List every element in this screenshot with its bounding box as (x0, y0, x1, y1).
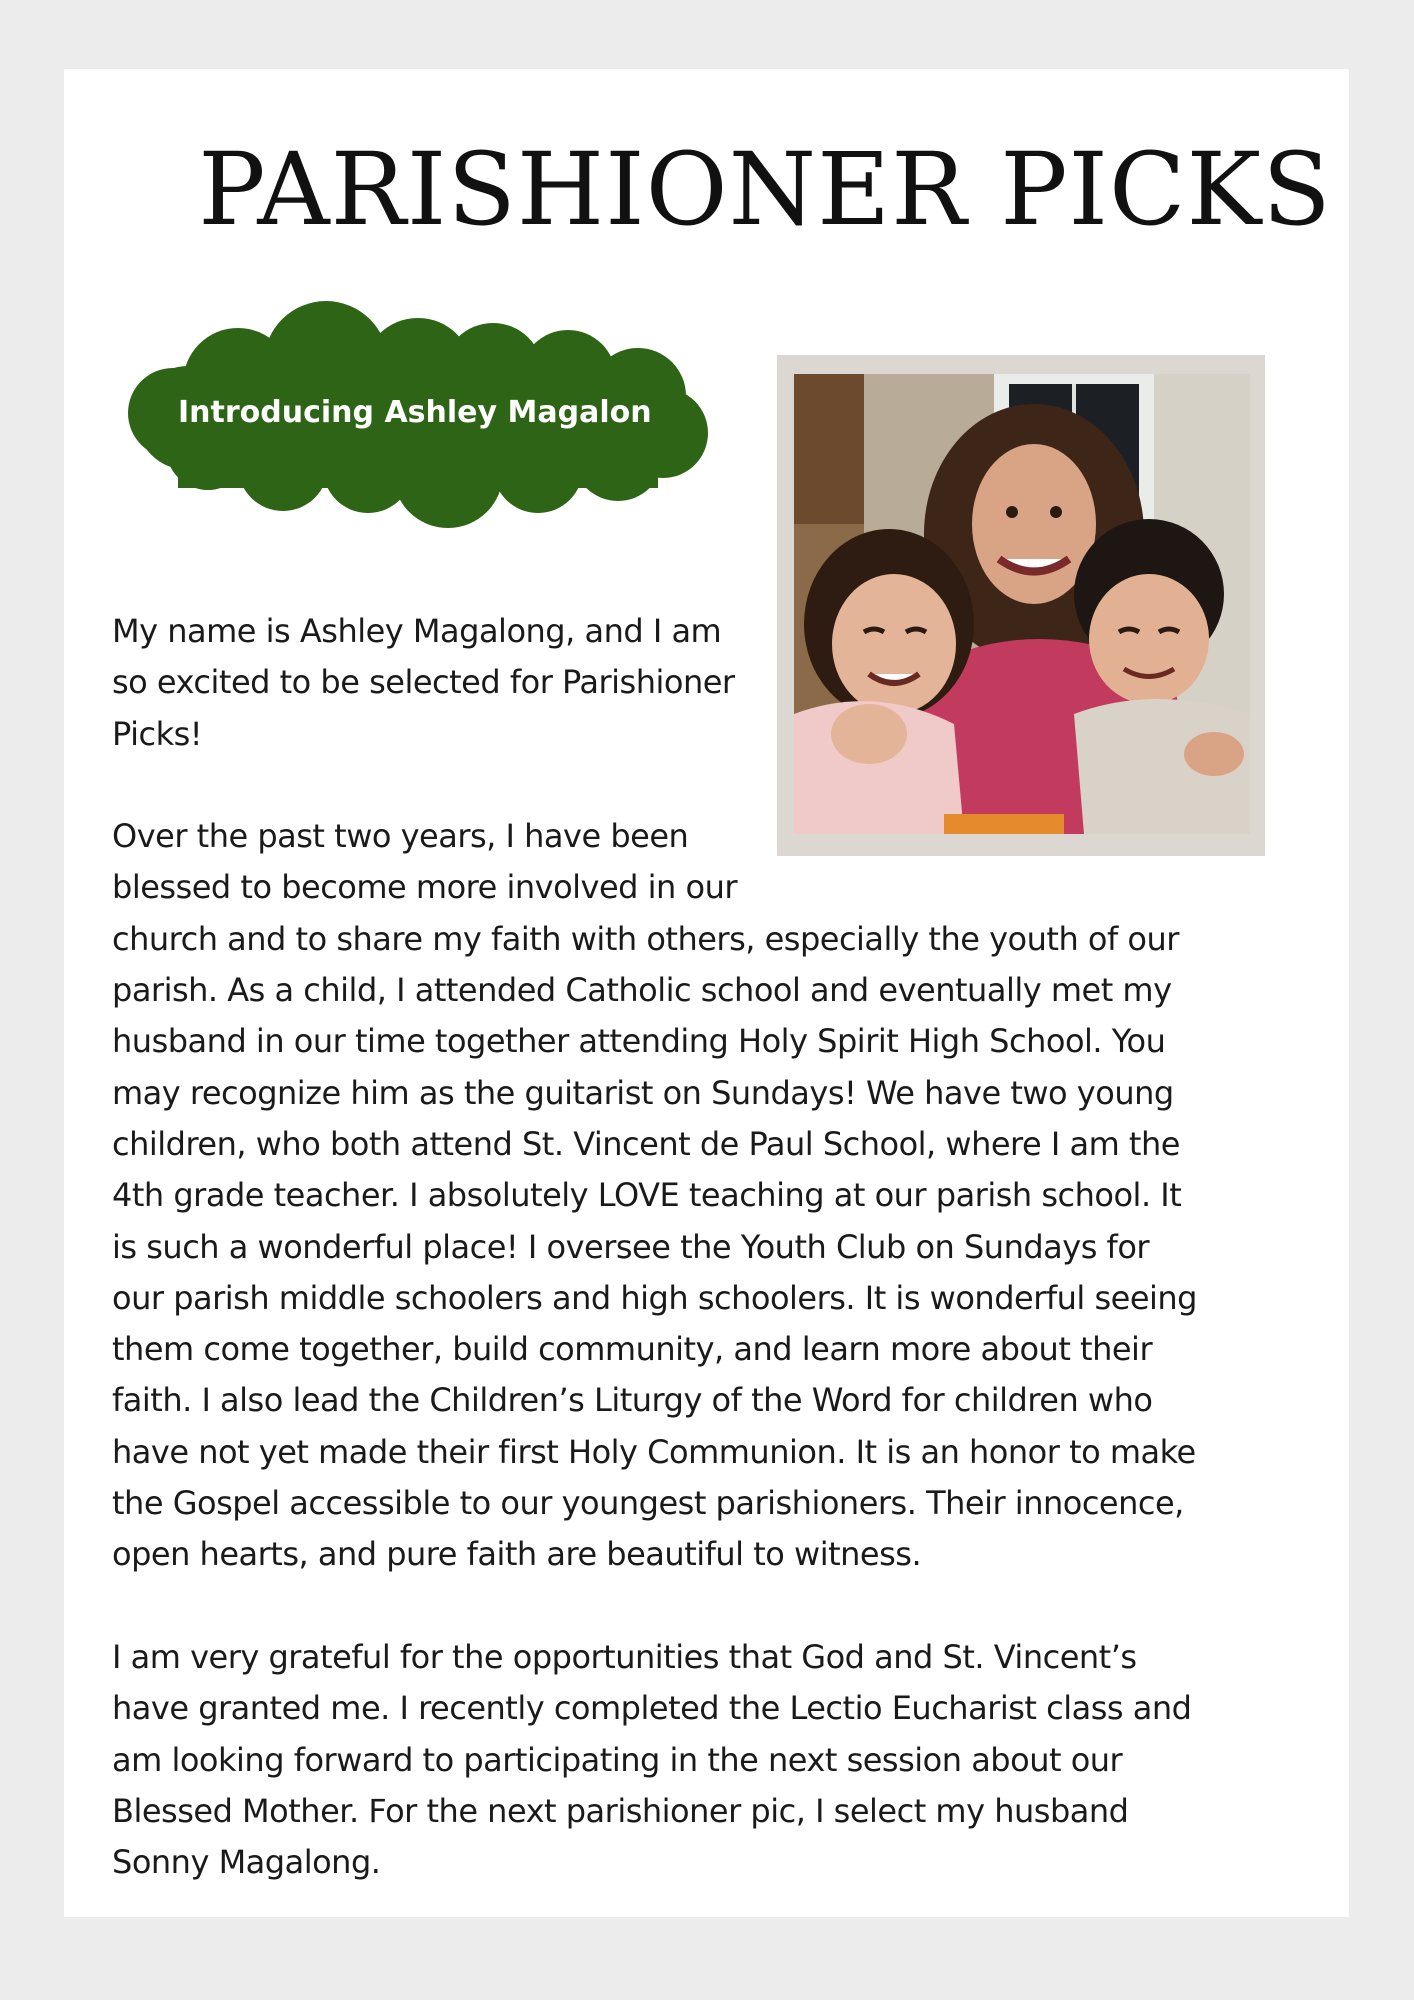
text-line: husband in our time together attending Holy Spirit High School. You (112, 1022, 1166, 1061)
text-line: may recognize him as the guitarist on Sundays! We have two young (112, 1073, 1174, 1112)
text-line: faith. I also lead the Children’s Liturgy of the Word for children who (112, 1381, 1153, 1420)
text-line: them come together, build community, and learn more about their (112, 1330, 1153, 1369)
intro-badge-label: Introducing Ashley Magalon (178, 395, 652, 430)
text-line: I am very grateful for the opportunities that God and St. Vincent’s (112, 1637, 1137, 1676)
text-line: Picks! (112, 714, 203, 753)
article-body (112, 606, 1242, 1888)
text-line: My name is Ashley Magalong, and I am (112, 612, 722, 650)
text-line: blessed to become more involved in our (112, 868, 738, 907)
text-line: Sonny Magalong. (112, 1843, 381, 1882)
text-line: open hearts, and pure faith are beautiful to witness. (112, 1535, 922, 1574)
text-line: so excited to be selected for Parishioner (112, 663, 735, 702)
intro-badge (118, 298, 713, 530)
text-line: the Gospel accessible to our youngest parishioners. Their innocence, (112, 1484, 1184, 1523)
text-line: Blessed Mother. For the next parishioner pic, I select my husband (112, 1791, 1129, 1830)
text-line: have granted me. I recently completed the Lectio Eucharist class and (112, 1689, 1192, 1728)
text-line: children, who both attend St. Vincent de Paul School, where I am the (112, 1124, 1180, 1163)
text-line: church and to share my faith with others, especially the youth of our (112, 919, 1179, 958)
text-line: Over the past two years, I have been (112, 817, 689, 856)
text-line: have not yet made their first Holy Communion. It is an honor to make (112, 1432, 1196, 1471)
text-line: 4th grade teacher. I absolutely LOVE teaching at our parish school. It (112, 1176, 1182, 1215)
paragraph-intro (112, 606, 1242, 760)
paragraph-story (112, 811, 1242, 1580)
text-line: parish. As a child, I attended Catholic school and eventually met my (112, 971, 1172, 1010)
page-title: PARISHIONER PICKS (198, 131, 1332, 248)
text-line: am looking forward to participating in the next session about our (112, 1740, 1123, 1779)
text-line: is such a wonderful place! I oversee the Youth Club on Sundays for (112, 1227, 1150, 1266)
text-line: our parish middle schoolers and high schoolers. It is wonderful seeing (112, 1278, 1197, 1317)
paragraph-closing (112, 1632, 1242, 1888)
